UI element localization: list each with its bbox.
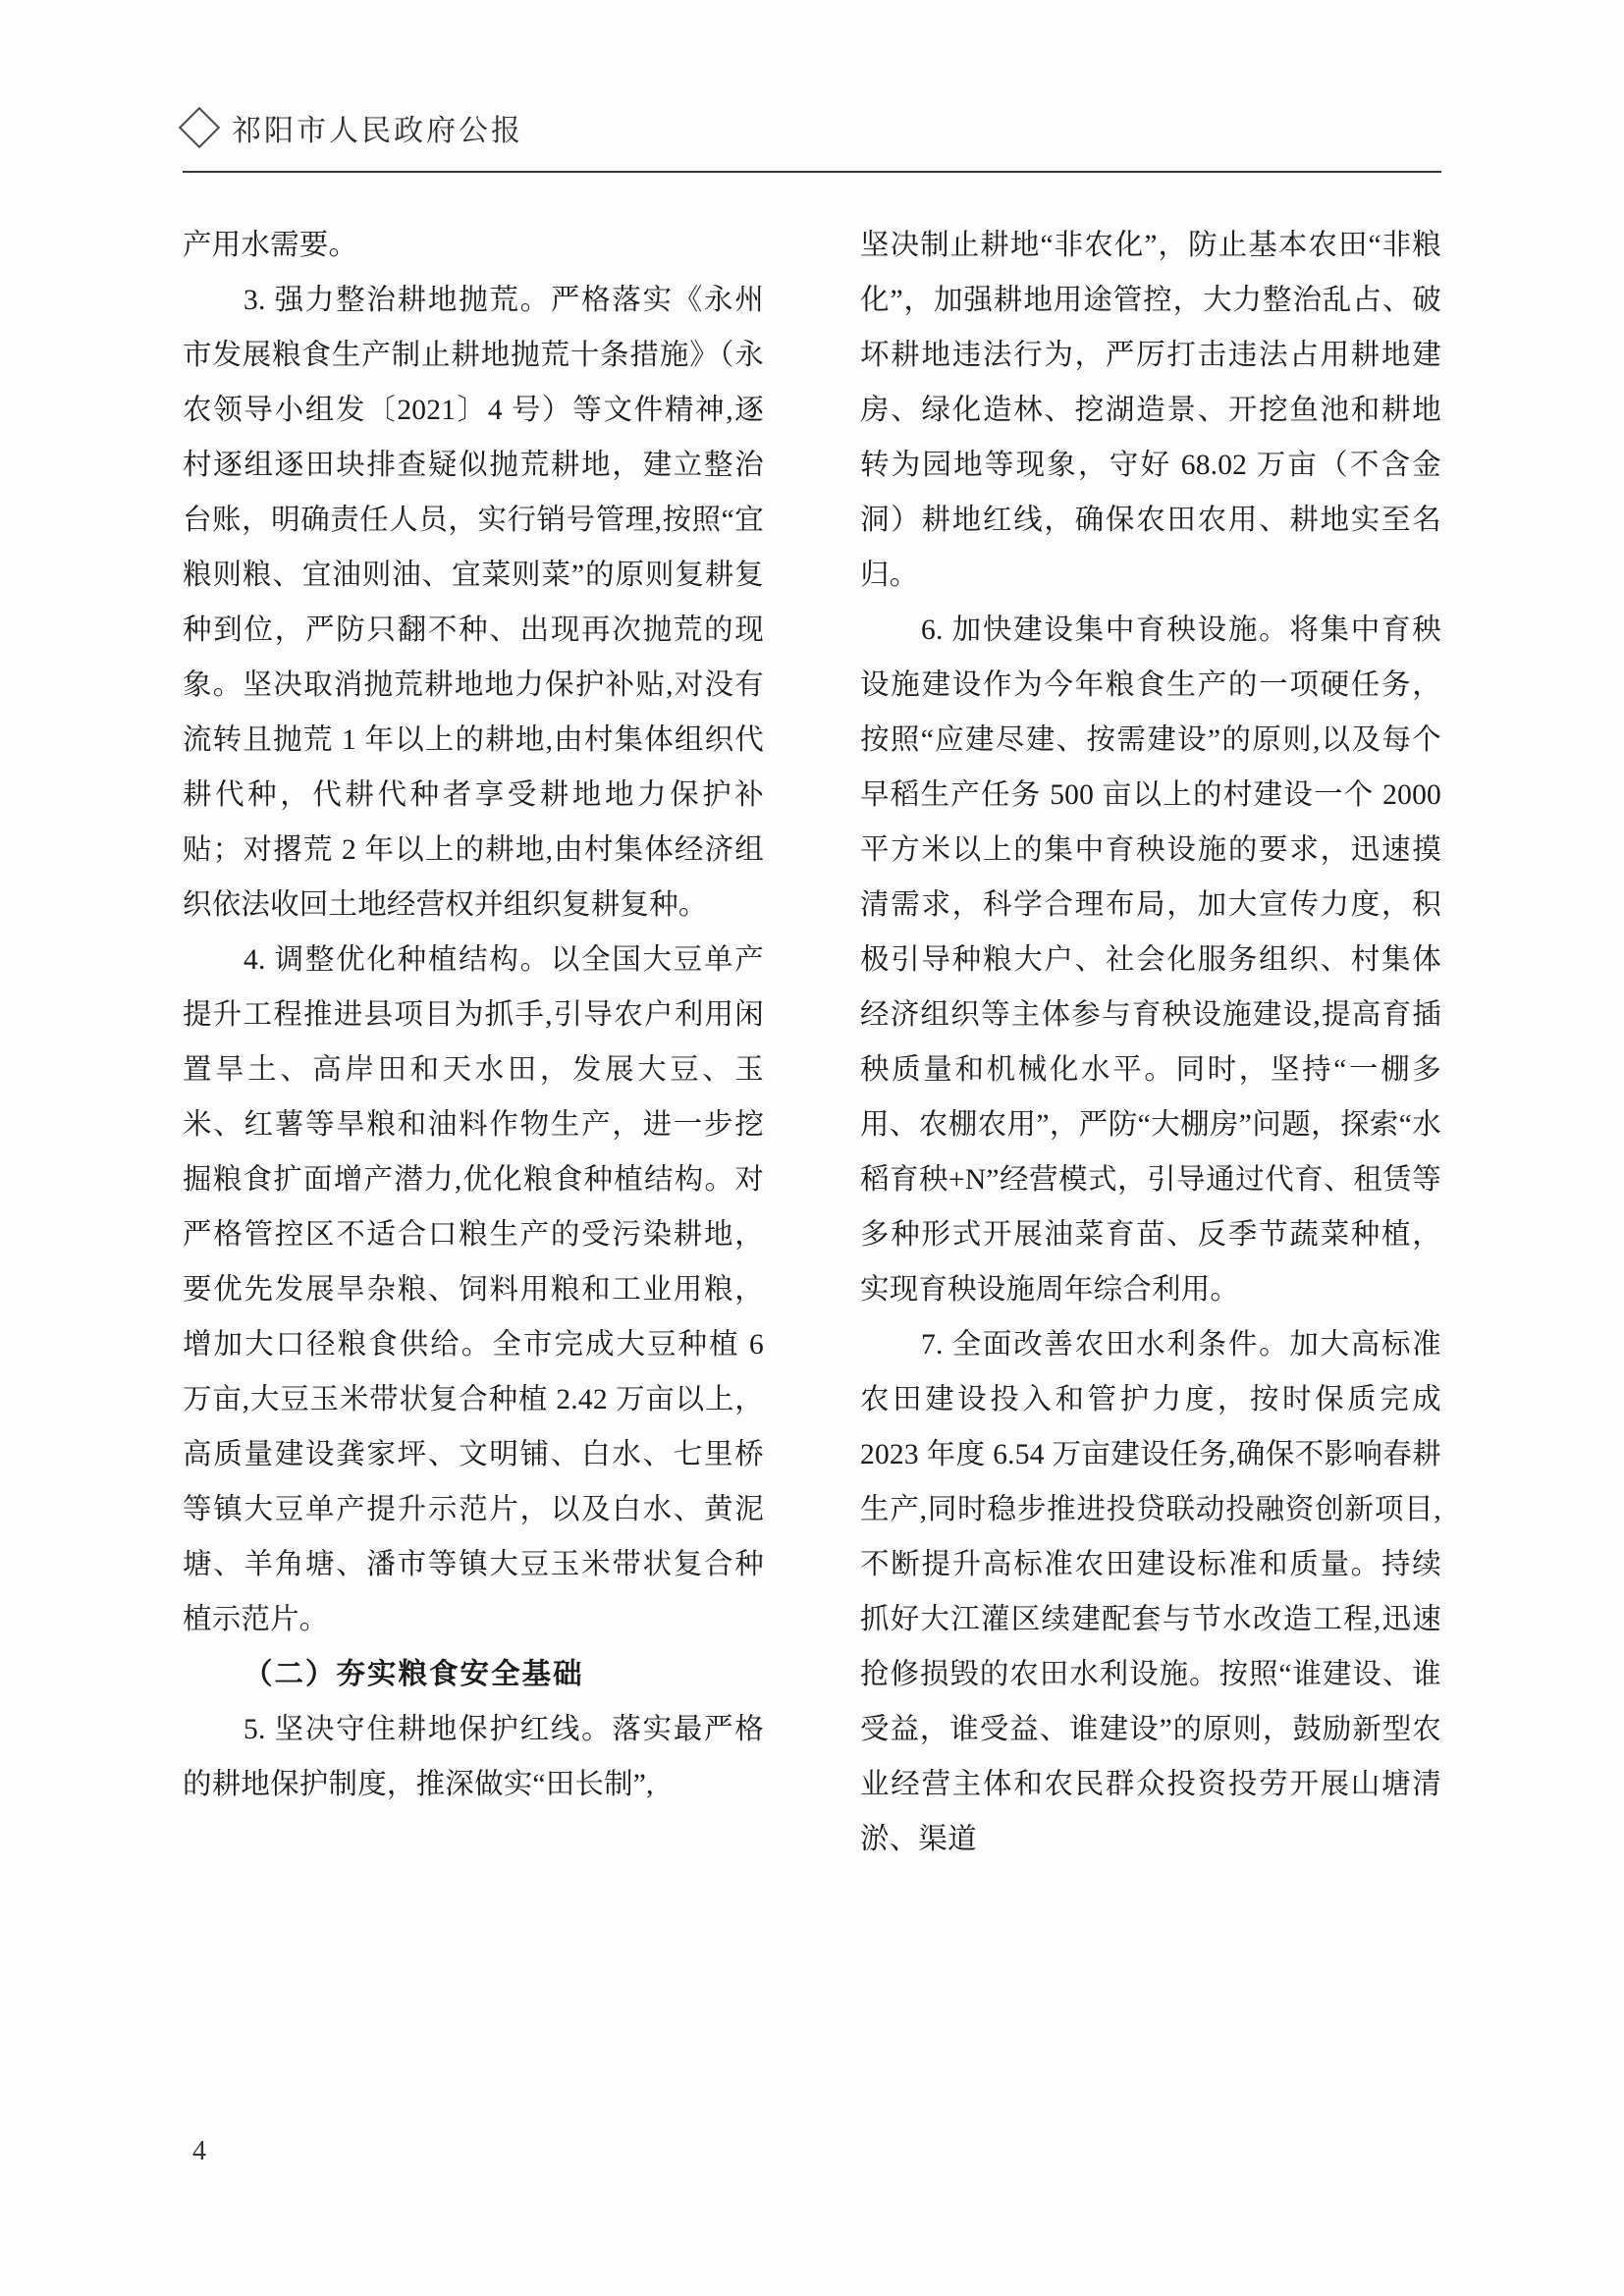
- paragraph: 4. 调整优化种植结构。以全国大豆单产提升工程推进县项目为抓手,引导农户利用闲置旱土、高岸田和天水田，发展大豆、玉米、红薯等旱粮和油料作物生产，进一步挖掘粮食扩面增产潜力,优化粮食种植结构。对严格管控区不适合口粮生产的受污染耕地，要优先发展旱杂粮、饲料用粮和工业用粮，增加大口径粮食供给。全市完成大豆种植 6 万亩,大豆玉米带状复合种植 2.42 万亩以上，高质量建设龚家坪、文明铺、白水、七里桥等镇大豆单产提升示范片，以及白水、黄泥塘、羊角塘、潘市等镇大豆玉米带状复合种植示范片。: [183, 944, 764, 1635]
- publication-title: 祁阳市人民政府公报: [232, 115, 523, 147]
- paragraph: 产用水需要。: [183, 230, 358, 261]
- header-divider: [183, 171, 1441, 173]
- right-column: [860, 218, 1441, 2083]
- paragraph: 7. 全面改善农田水利条件。加大高标准农田建设投入和管护力度，按时保质完成 2023 年度 6.54 万亩建设任务,确保不影响春耕生产,同时稳步推进投贷联动投融资创新项目,不断提升高标准农田建设标准和质量。持续抓好大江灌区续建配套与节水改造工程,迅速抢修损毁的农田水利设施。按照“谁建设、谁受益，谁受益、谁建设”的原则，鼓励新型农业经营主体和农民群众投资投劳开展山塘清淤、渠道: [860, 1329, 1441, 1855]
- page-header: [183, 106, 1441, 175]
- paragraph: 5. 坚决守住耕地保护红线。落实最严格的耕地保护制度，推深做实“田长制”,: [183, 1714, 764, 1800]
- page-number: 4: [192, 2136, 206, 2166]
- paragraph: 3. 强力整治耕地抛荒。严格落实《永州市发展粮食生产制止耕地抛荒十条措施》（永农领导小组发〔2021〕4 号）等文件精神,逐村逐组逐田块排查疑似抛荒耕地，建立整治台账，明确责任人员，实行销号管理,按照“宜粮则粮、宜油则油、宜菜则菜”的原则复耕复种到位，严防只翻不种、出现再次抛荒的现象。坚决取消抛荒耕地地力保护补贴,对没有流转且抛荒 1 年以上的耕地,由村集体组织代耕代种，代耕代种者享受耕地地力保护补贴；对撂荒 2 年以上的耕地,由村集体经济组织依法收回土地经营权并组织复耕复种。: [183, 285, 764, 921]
- body-columns: [183, 218, 1441, 2083]
- diamond-icon: [179, 107, 220, 148]
- section-heading: （二）夯实粮食安全基础: [244, 1659, 584, 1690]
- left-column: [183, 218, 764, 2083]
- header-inner: [183, 106, 1441, 163]
- paragraph: 6. 加快建设集中育秧设施。将集中育秧设施建设作为今年粮食生产的一项硬任务，按照“应建尽建、按需建设”的原则,以及每个早稻生产任务 500 亩以上的村建设一个 2000 平方米以上的集中育秧设施的要求，迅速摸清需求，科学合理布局，加大宣传力度，积极引导种粮大户、社会化服务组织、村集体经济组织等主体参与育秧设施建设,提高育插秧质量和机械化水平。同时，坚持“一棚多用、农棚农用”，严防“大棚房”问题，探索“水稻育秧+N”经营模式，引导通过代育、租赁等多种形式开展油菜育苗、反季节蔬菜种植，实现育秧设施周年综合利用。: [860, 614, 1441, 1306]
- paragraph: 坚决制止耕地“非农化”，防止基本农田“非粮化”，加强耕地用途管控，大力整治乱占、破坏耕地违法行为，严厉打击违法占用耕地建房、绿化造林、挖湖造景、开挖鱼池和耕地转为园地等现象，守好 68.02 万亩（不含金洞）耕地红线，确保农田农用、耕地实至名归。: [860, 230, 1441, 591]
